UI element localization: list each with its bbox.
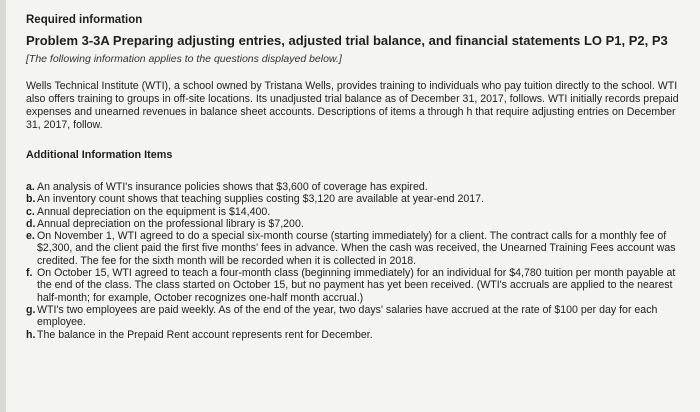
required-information-label: Required information: [26, 14, 143, 26]
list-item: [26, 267, 686, 304]
list-item: [26, 218, 686, 230]
intro-paragraph: Wells Technical Institute (WTI), a school owned by Tristana Wells, provides training to individuals who pay tuition directly to the school. WTI also offers training to groups in off-site locations. Its unadjusted trial balance as of December 31, 2017, follows. WTI initially records prepaid expenses and unearned revenues in balance sheet accounts. Descriptions of items a through h that require adjusting entries on December 31, 2017, follow.: [26, 80, 679, 131]
item-letter: e.: [26, 230, 35, 243]
item-letter: a.: [26, 181, 35, 193]
list-item: [26, 304, 686, 329]
item-text: On November 1, WTI agreed to do a special six-month course (starting immediately) for a client. The contract calls for a monthly fee of $2,300, and the client paid the first five months' fees in advance. When the cash was received, the Unearned Training Fees account was credited. The fee for the sixth month will be recorded when it is collected in 2018.: [37, 230, 676, 267]
list-item: [26, 230, 686, 267]
left-border: [0, 0, 6, 412]
item-letter: g.: [26, 303, 36, 316]
item-text: Annual depreciation on the equipment is $14,400.: [37, 205, 271, 218]
item-text: An inventory count shows that teaching supplies costing $3,120 are available at year-end 2017.: [37, 193, 484, 206]
item-letter: c.: [26, 205, 35, 218]
item-letter: d.: [26, 217, 36, 230]
item-letter: f.: [26, 267, 33, 280]
list-item: [26, 193, 686, 205]
list-item: [26, 181, 686, 193]
item-text: The balance in the Prepaid Rent account represents rent for December.: [37, 328, 373, 341]
list-item: [26, 206, 686, 218]
item-text: WTI's two employees are paid weekly. As of the end of the year, two days' salaries have accrued at the rate of $100 per day for each employee.: [37, 303, 658, 329]
item-letter: h.: [26, 328, 36, 341]
item-text: On October 15, WTI agreed to teach a four-month class (beginning immediately) for an individual for $4,780 tuition per month payable at the end of the class. The class started on October 15, but no payment has yet been received. (WTI's accruals are applied to the nearest half-month; for example, October recognizes one-half month accrual.): [37, 267, 676, 304]
additional-info-heading: Additional Information Items: [26, 149, 173, 161]
additional-info-list: [26, 181, 686, 341]
list-item: [26, 329, 686, 341]
item-letter: b.: [26, 193, 36, 206]
problem-title: Problem 3-3A Preparing adjusting entries, adjusted trial balance, and financial statements LO P1, P2, P3: [26, 33, 668, 48]
item-text: An analysis of WTI's insurance policies shows that $3,600 of coverage has expired.: [37, 181, 428, 193]
info-note: [The following information applies to the questions displayed below.]: [26, 53, 342, 65]
content-area: [26, 14, 686, 341]
item-text: Annual depreciation on the professional library is $7,200.: [37, 217, 304, 230]
